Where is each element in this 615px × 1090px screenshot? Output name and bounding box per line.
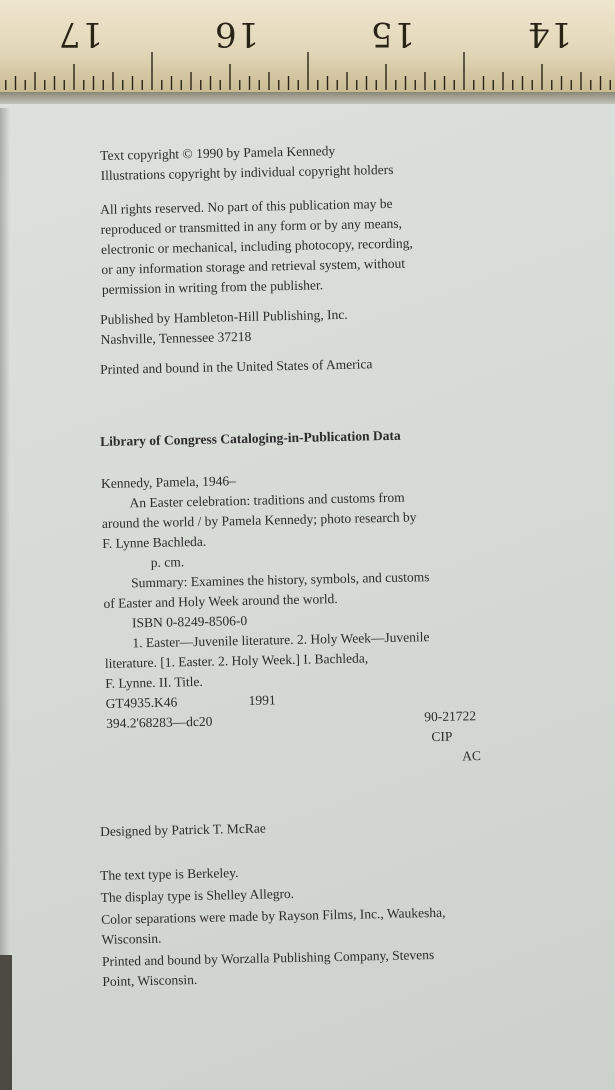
page-bottom-edge (0, 955, 12, 1090)
cip-heading: Library of Congress Cataloging-in-Publication Data (100, 427, 401, 449)
cip-pages: p. cm. (150, 554, 185, 570)
color-separations-line: Color separations were made by Rayson Films, Inc., Waukesha, (100, 904, 446, 927)
credits-block (100, 857, 533, 992)
cip-title-line: around the world / by Pamela Kennedy; photo research by (101, 509, 417, 531)
rights-block (100, 191, 532, 300)
printer-line: Point, Wisconsin. (102, 971, 198, 989)
cip-block (100, 423, 537, 774)
rights-line: or any information storage and retrieval system, without (101, 255, 406, 277)
ruler (0, 0, 615, 94)
ruler-label-17: 17 (58, 14, 104, 54)
cip-title-line: An Easter celebration: traditions and customs from (129, 489, 405, 511)
rights-line: reproduced or transmitted in any form or by any means, (100, 215, 403, 237)
illustrations-copyright: Illustrations copyright by individual copyright holders (100, 161, 394, 183)
printed-in-line: Printed and bound in the United States of America (100, 356, 373, 377)
cip-title-line: F. Lynne Bachleda. (102, 533, 207, 551)
ruler-label-14: 14 (527, 14, 573, 54)
publisher-address: Nashville, Tennessee 37218 (100, 328, 252, 347)
printer-line: Printed and bound by Worzalla Publishing Company, Stevens (101, 947, 435, 969)
cip-subject-line: F. Lynne. II. Title. (105, 673, 203, 691)
cip-lc-class: GT4935.K46 (105, 694, 178, 711)
color-separations-line: Wisconsin. (101, 930, 162, 947)
cip-lccn: 90-21722 (424, 708, 477, 725)
cip-subject-line: literature. [1. Easter. 2. Holy Week.] I. Bachleda, (104, 650, 369, 671)
cip-subject-line: 1. Easter—Juvenile literature. 2. Holy Week—Juvenile (132, 629, 430, 651)
display-type-line: The display type is Shelley Allegro. (100, 885, 295, 905)
rights-line: permission in writing from the publisher. (101, 277, 324, 297)
ruler-label-15: 15 (370, 14, 416, 54)
text-copyright: Text copyright © 1990 by Pamela Kennedy (100, 143, 336, 163)
rights-line: electronic or mechanical, including photocopy, recording, (100, 235, 413, 257)
rights-line: All rights reserved. No part of this publication may be (100, 195, 393, 217)
cip-author: Kennedy, Pamela, 1946– (100, 473, 237, 491)
cip-year: 1991 (248, 692, 276, 708)
publisher-name: Published by Hambleton-Hill Publishing, Inc. (100, 306, 348, 327)
cip-class-row (105, 690, 275, 714)
cip-summary-line: of Easter and Holy Week around the world. (103, 591, 338, 611)
page-left-shadow (0, 108, 10, 1090)
cip-code: CIP (431, 728, 453, 745)
ac-code: AC (461, 748, 482, 764)
cip-isbn: ISBN 0-8249-8506-0 (131, 612, 248, 631)
designer-line: Designed by Patrick T. McRae (100, 820, 266, 839)
ruler-label-16: 16 (214, 14, 260, 54)
cip-summary-line: Summary: Examines the history, symbols, and customs (131, 569, 430, 591)
text-type-line: The text type is Berkeley. (100, 865, 239, 883)
cip-dewey: 394.2'68283—dc20 (105, 713, 213, 731)
